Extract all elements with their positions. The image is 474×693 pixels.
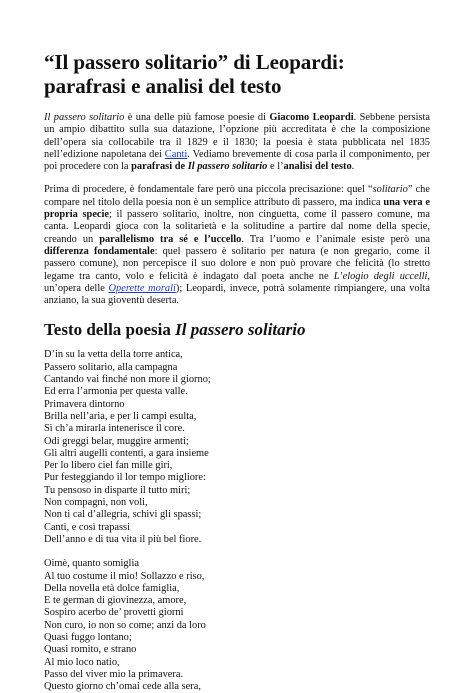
poem-line: Quasi romito, e strano: [44, 644, 137, 656]
poem-line: D’in su la vetta della torre antica,: [44, 349, 183, 361]
poem-line: Passero solitario, alla campagna: [44, 361, 178, 373]
poem-line: Primavera dintorno: [44, 398, 125, 410]
poem-line: Tu pensoso in disparte il tutto miri;: [44, 484, 191, 496]
poem-line: Non ti cal d’allegria, schivi gli spassi;: [44, 509, 202, 521]
intro-paragraph-1: [44, 112, 430, 173]
poem-stanza-2: [44, 558, 430, 693]
emphasis-text: solitario: [372, 184, 408, 196]
page-title: “Il passero solitario” di Leopardi: parafrasi e analisi del testo: [44, 50, 345, 98]
poem-line: Non curo, io non so come; anzi da loro: [44, 619, 206, 631]
paragraph-text: ); Leopardi, invece, potrà solamente rimpiangere, una volta anziano, la sua gioventù deserta.: [44, 282, 430, 307]
poem-line: Per lo libero ciel fan mille giri,: [44, 460, 173, 472]
emphasis-text: Il passero solitario: [44, 112, 125, 123]
poem-line: Non compagni, non voli,: [44, 497, 148, 509]
paragraph-text: . Vediamo brevemente di cosa parla il componimento, per poi procedere con la: [44, 148, 431, 173]
emphasis-text: L’elogio degli uccelli: [333, 270, 428, 282]
paragraph-text: e l’: [267, 161, 284, 173]
stanza-gap: [44, 546, 430, 558]
poem-line: Brilla nell’aria, e per li campi esulta,: [44, 410, 197, 422]
paragraph-text: è una delle più famose poesie di: [124, 112, 270, 123]
paragraph-text: Prima di procedere, è fondamentale fare però una piccola precisazione: quel “: [44, 184, 373, 196]
emphasis-text: Il passero solitario: [187, 161, 268, 173]
poem-line: Dell’anno e di tua vita il più bel fiore.: [44, 533, 202, 545]
paragraph-text: .: [351, 161, 355, 173]
poem-line: Ed erra l’armonia per questa valle.: [44, 386, 188, 398]
poem-line: Pur festeggiando il lor tempo migliore:: [44, 472, 206, 484]
poem-line: Odi greggi belar, muggire armenti;: [44, 435, 189, 447]
poem-line: Questo giorno ch’omai cede alla sera,: [44, 681, 201, 693]
poem-stanza-1: [44, 349, 430, 546]
paragraph-text: . Sebbene persista un ampio dibattito sulla sua datazione, l’opzione più accreditata è che la composizione dell’opera sia collocabile tra il 1829 e il 1830; la poesia è stata pubblicata nel 1835 nell’edizione napoletana dei: [44, 112, 430, 160]
section-heading-italic: Il passero solitario: [175, 320, 306, 340]
poem-line: E te german di giovinezza, amore,: [44, 595, 187, 607]
poem-line: Quasi fuggo lontano;: [44, 631, 132, 643]
section-heading: [44, 319, 430, 340]
poem-line: Oimè, quanto somiglia: [44, 558, 139, 570]
poem-line: Sì ch’a mirarla intenerisce il core.: [44, 423, 185, 435]
poem-line: Al tuo costume il mio! Sollazzo e riso,: [44, 570, 205, 582]
paragraph-text: , un’opera delle: [44, 270, 430, 294]
inline-link[interactable]: Canti: [164, 148, 188, 160]
emphasis-text: Giacomo Leopardi: [269, 112, 354, 123]
poem-line: Cantando vai finché non more il giorno;: [44, 374, 211, 386]
inline-link[interactable]: Operette morali: [108, 282, 176, 294]
emphasis-text: una vera e propria specie: [44, 196, 430, 221]
paragraph-text: ; il passero solitario, inoltre, non cinguetta, come il passero comune, ma canta. Leopardi gioca con la solitarietà e la solitudine a partire dal nome della specie, creando un: [44, 209, 431, 245]
emphasis-text: differenza fondamentale: [44, 245, 155, 257]
poem-line: Della novella età dolce famiglia,: [44, 582, 180, 594]
poem-text: [44, 349, 430, 693]
emphasis-text: analisi del testo: [283, 161, 352, 173]
paragraph-text: : quel passero è solitario per natura (e non gregario, come il passero comune), non percepisce il suo dolore e non può provare che felicità (lo stretto legame tra canto, volo e felicità è indagato dal poeta anche ne: [44, 245, 430, 282]
poem-line: Canti, e così trapassi: [44, 521, 130, 533]
intro-paragraph-2: [44, 184, 430, 307]
poem-line: Passo del viver mio la primavera.: [44, 668, 184, 680]
emphasis-text: parafrasi de: [131, 161, 188, 173]
poem-line: Gli altri augelli contenti, a gara insieme: [44, 447, 209, 459]
paragraph-text: . Tra l’uomo e l’animale esiste però una: [241, 233, 430, 245]
section-heading-plain: Testo della poesia: [44, 320, 176, 340]
poem-line: Sospiro acerbo de’ provetti giorni: [44, 607, 184, 619]
poem-line: Al mio loco natio,: [44, 656, 120, 668]
emphasis-text: parallelismo tra sé e l’uccello: [99, 233, 242, 245]
paragraph-text: ” che compare nel titolo della poesia non è un semplice attributo di passero, ma indica: [44, 184, 430, 208]
